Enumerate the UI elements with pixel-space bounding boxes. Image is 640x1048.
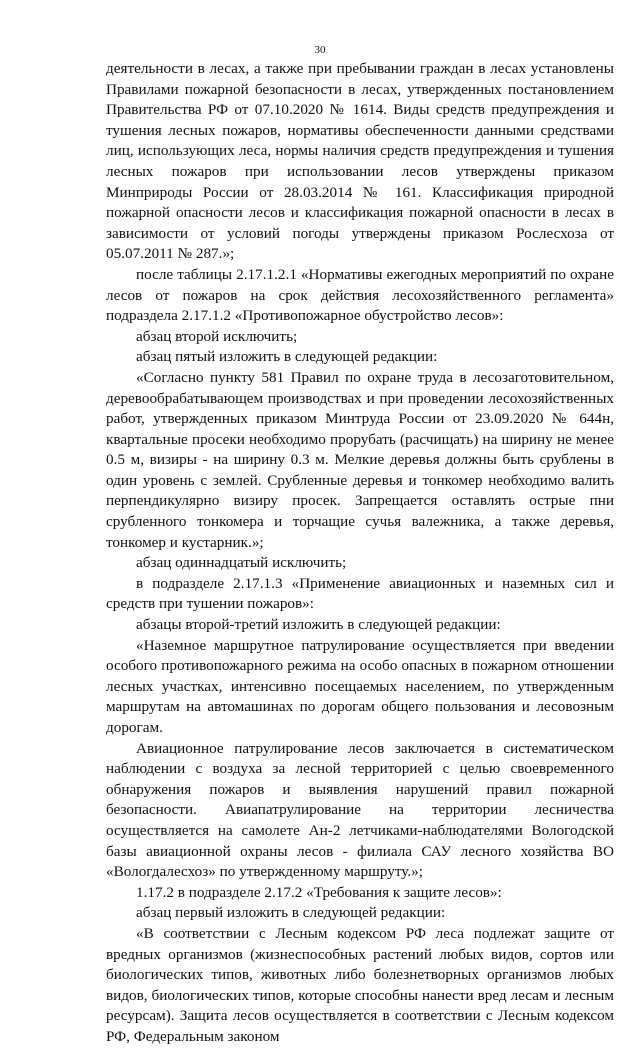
paragraph: деятельности в лесах, а также при пребывании граждан в лесах установлены Правилами пожарной безопасности в лесах, утвержденных постановлением Правительства РФ от 07.10.2020 № 1614. Виды средств предупреждения и тушения лесных пожаров, нормативы обеспеченности данными средствами лиц, использующих леса, нормы наличия средств предупреждения и тушения лесных пожаров при использовании лесов утверждены приказом Минприроды России от 28.03.2014 № 161. Классификация природной пожарной опасности лесов и классификация пожарной опасности в лесах в зависимости от условий погоды утверждены приказом Рослесхоза от 05.07.2011 № 287.»; (106, 60, 614, 263)
paragraph: абзац второй исключить; (136, 327, 298, 345)
paragraph: абзац первый изложить в следующей редакции: (136, 904, 446, 922)
paragraph: абзац пятый изложить в следующей редакции: (136, 348, 438, 366)
paragraph: «Согласно пункту 581 Правил по охране труда в лесозаготовительном, деревообрабатывающем производствах и при проведении лесохозяйственных работ, утвержденных приказом Минтруда России от 23.09.2020 № 644н, квартальные просеки необходимо прорубать (расчищать) на ширину не менее 0.5 м, визиры - на ширину 0.3 м. Мелкие деревья должны быть срублены в один уровень с землей. Срубленные деревья и тонкомер необходимо валить перпендикулярно визиру просек. Запрещается оставлять острые пни срубленного тонкомера и торчащие сучья валежника, а также деревья, тонкомер и кустарник.»; (106, 368, 614, 551)
paragraph: Авиационное патрулирование лесов заключается в систематическом наблюдении с воздуха за лесной территорией с целью своевременного обнаружения пожаров и выявления нарушений правил пожарной безопасности. Авиапатрулирование на территории лесничества осуществляется на самолете Ан-2 летчиками-наблюдателями Вологодской базы авиационной охраны лесов - филиала САУ лесного хозяйства ВО «Вологдалесхоз» по утвержденному маршруту.»; (106, 739, 614, 881)
paragraph: «В соответствии с Лесным кодексом РФ леса подлежат защите от вредных организмов (жизнеспособных растений любых видов, сортов или биологических типов, животных либо болезнетворных организмов любых видов, биологических типов, которые способны нанести вред лесам и лесным ресурсам). Защита лесов осуществляется в соответствии с Лесным кодексом РФ, Федеральным законом (106, 924, 614, 1045)
paragraph: «Наземное маршрутное патрулирование осуществляется при введении особого противопожарного режима на особо опасных в пожарном отношении лесных участках, интенсивно посещаемых населением, по утвержденным маршрутам на автомашинах по дорогам общего пользования и лесовозным дорогам. (106, 636, 614, 736)
paragraph: абзацы второй-третий изложить в следующей редакции: (136, 616, 501, 634)
paragraph: в подразделе 2.17.1.3 «Применение авиационных и наземных сил и средств при тушении пожаров»: (106, 574, 614, 613)
paragraph: абзац одиннадцатый исключить; (136, 554, 347, 572)
page-number: 30 (314, 44, 326, 56)
document-body (106, 59, 614, 1048)
paragraph: 1.17.2 в подразделе 2.17.2 «Требования к защите лесов»: (136, 883, 502, 901)
paragraph: после таблицы 2.17.1.2.1 «Нормативы ежегодных мероприятий по охране лесов от пожаров на срок действия лесохозяйственного регламента» подраздела 2.17.1.2 «Противопожарное обустройство лесов»: (106, 265, 614, 325)
